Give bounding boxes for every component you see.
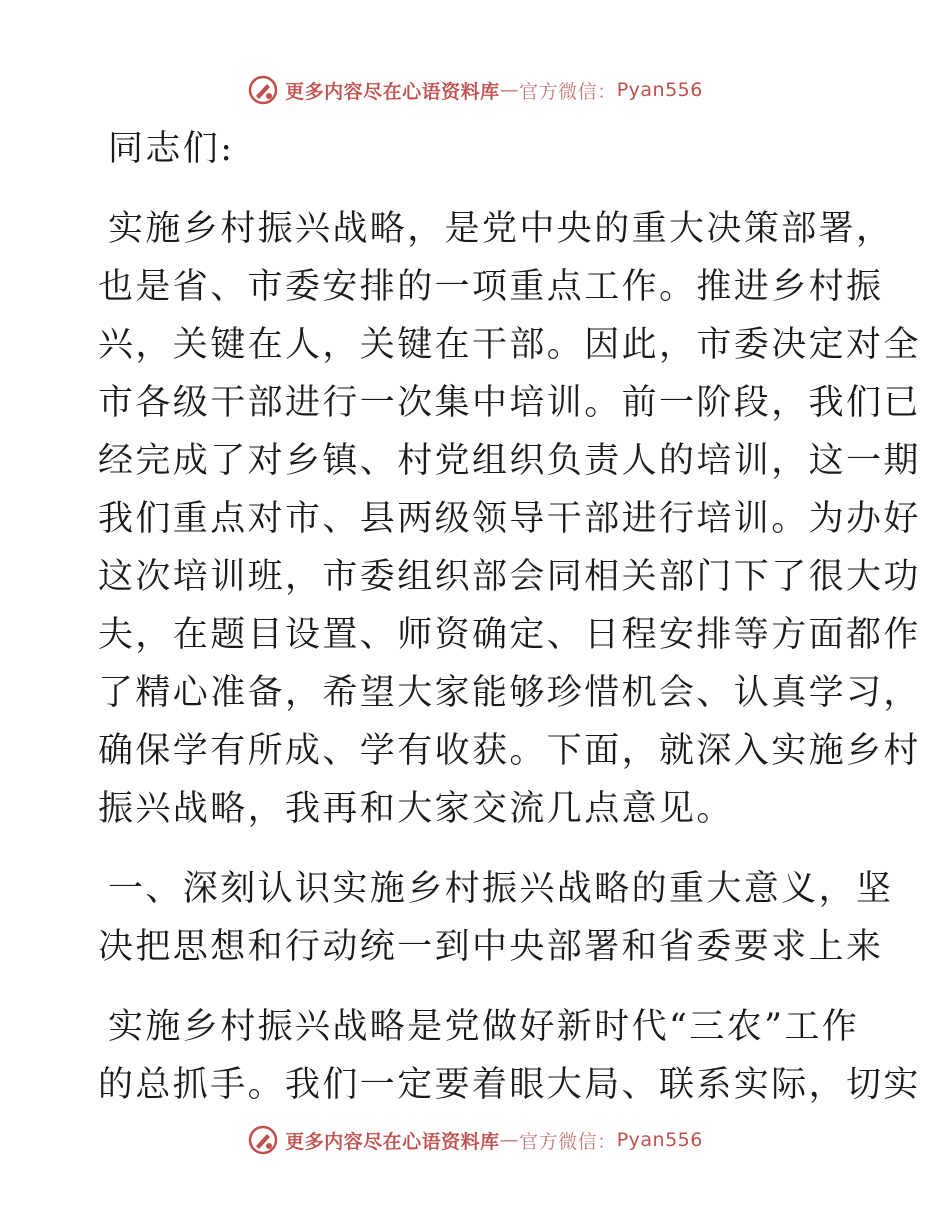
paragraph-section-one	[98, 998, 921, 1114]
section-heading	[98, 860, 894, 976]
pen-logo-icon	[247, 74, 279, 106]
watermark-wechat-id: Pyan556	[616, 79, 703, 101]
salutation: 同志们:	[108, 129, 235, 169]
text-line: 振兴战略，我再和大家交流几点意见。	[98, 789, 734, 829]
text-line: 实施乡村振兴战略，是党中央的重大决策部署，	[108, 209, 894, 249]
text-line: 确保学有所成、学有收获。下面，就深入实施乡村	[98, 731, 921, 771]
text-line: 市各级干部进行一次集中培训。前一阶段，我们已	[98, 383, 921, 423]
text-line: 的总抓手。我们一定要着眼大局、联系实际，切实	[98, 1065, 921, 1105]
watermark-main-text: 更多内容尽在心语资料库	[285, 1130, 500, 1153]
text-line: 我们重点对市、县两级领导干部进行培训。为办好	[98, 499, 921, 539]
heading-line: 决把思想和行动统一到中央部署和省委要求上来	[98, 927, 884, 967]
header-watermark	[0, 70, 950, 110]
watermark-main-text: 更多内容尽在心语资料库	[285, 80, 500, 103]
watermark-wechat-label: 官方微信：	[519, 1130, 617, 1153]
text-line: 实施乡村振兴战略是党做好新时代“三农”工作	[108, 1007, 860, 1047]
watermark-separator: —	[499, 1129, 520, 1151]
watermark-wechat-label: 官方微信：	[519, 80, 617, 103]
text-line: 也是省、市委安排的一项重点工作。推进乡村振	[98, 267, 884, 307]
document-body	[98, 120, 921, 1114]
watermark-separator: —	[499, 79, 520, 101]
watermark-wechat-id: Pyan556	[616, 1129, 703, 1151]
heading-line: 一、深刻认识实施乡村振兴战略的重大意义，坚	[108, 869, 894, 909]
text-line: 兴，关键在人，关键在干部。因此，市委决定对全	[98, 325, 921, 365]
pen-logo-icon	[247, 1124, 279, 1156]
text-line: 夫，在题目设置、师资确定、日程安排等方面都作	[98, 615, 921, 655]
text-line: 经完成了对乡镇、村党组织负责人的培训，这一期	[98, 441, 921, 481]
footer-watermark	[0, 1120, 950, 1160]
text-line: 这次培训班，市委组织部会同相关部门下了很大功	[98, 557, 921, 597]
paragraph-intro	[98, 200, 921, 838]
text-line: 了精心准备，希望大家能够珍惜机会、认真学习，	[98, 673, 921, 713]
